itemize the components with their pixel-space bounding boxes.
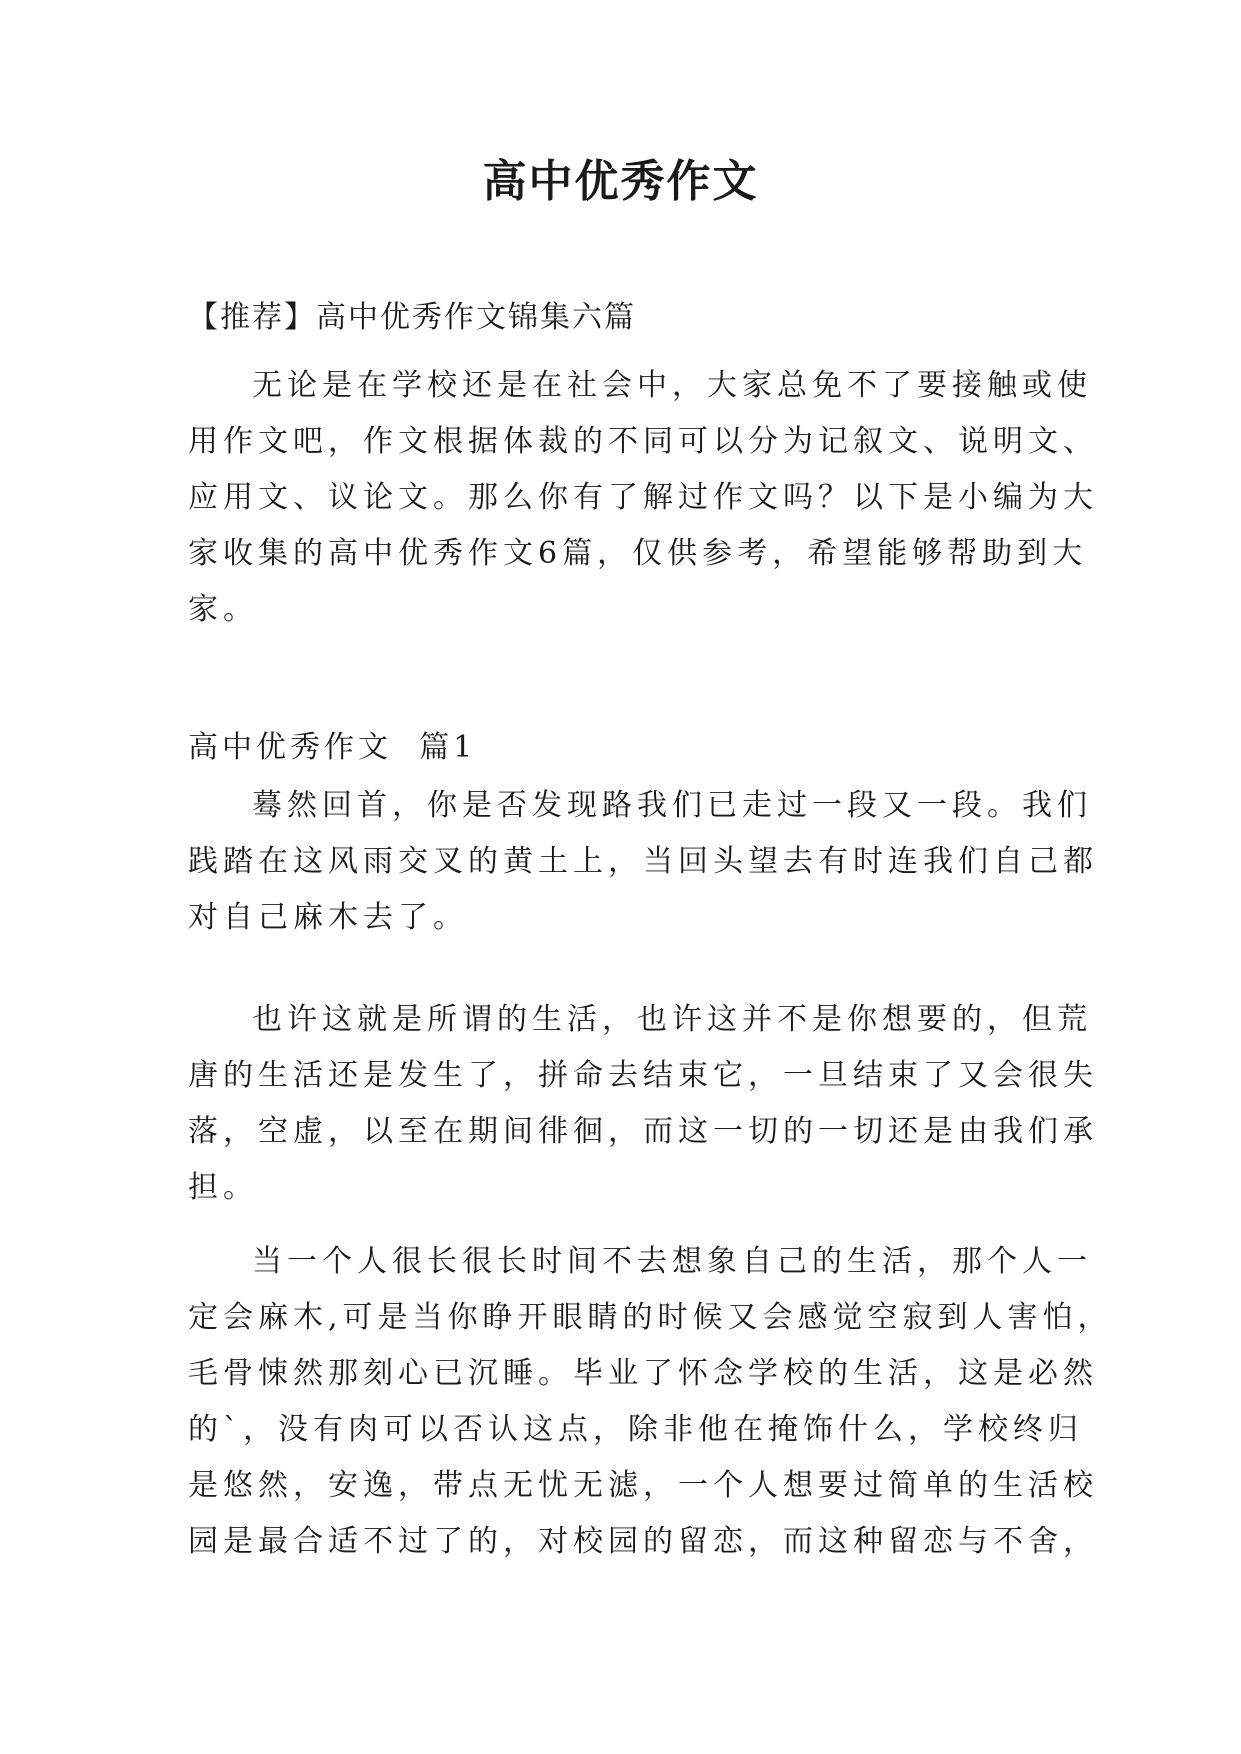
- paragraph-line: 园是最合适不过了的，对校园的留恋，而这种留恋与不舍，: [188, 1524, 1098, 1559]
- paragraph-2: [188, 992, 1098, 1216]
- paragraph-1: [188, 778, 1098, 946]
- document-title: 高中优秀作文: [482, 156, 759, 207]
- paragraph-line: 是悠然，安逸，带点无忧无滤，一个人想要过简单的生活校: [188, 1468, 1098, 1503]
- paragraph-line: 对自己麻木去了。: [188, 900, 468, 935]
- paragraph-line: 也许这就是所谓的生活，也许这并不是你想要的，但荒: [252, 1002, 1092, 1037]
- paragraph-line: 落，空虚，以至在期间徘徊，而这一切的一切还是由我们承: [188, 1114, 1098, 1149]
- paragraph-line: 践踏在这风雨交叉的黄土上，当回头望去有时连我们自己都: [188, 844, 1098, 879]
- intro-line: 家。: [188, 592, 258, 627]
- paragraph-line: 当一个人很长很长时间不去想象自己的生活，那个人一: [252, 1244, 1092, 1279]
- paragraph-line: 定会麻木,可是当你睁开眼睛的时候又会感觉空寂到人害怕，: [188, 1300, 1113, 1335]
- paragraph-line: 唐的生活还是发生了，拼命去结束它，一旦结束了又会很失: [188, 1058, 1098, 1093]
- paragraph-line: 的`，没有肉可以否认这点，除非他在掩饰什么，学校终归: [188, 1412, 1083, 1447]
- intro-line: 用作文吧，作文根据体裁的不同可以分为记叙文、说明文、: [188, 424, 1098, 459]
- document-subtitle: 【推荐】高中优秀作文锦集六篇: [188, 300, 636, 335]
- section-heading: 高中优秀作文 篇1: [188, 730, 477, 765]
- intro-line: 应用文、议论文。那么你有了解过作文吗？以下是小编为大: [188, 480, 1098, 515]
- intro-line: 无论是在学校还是在社会中，大家总免不了要接触或使: [252, 368, 1092, 403]
- paragraph-line: 毛骨悚然那刻心已沉睡。毕业了怀念学校的生活，这是必然: [188, 1356, 1098, 1391]
- paragraph-3: [188, 1234, 1113, 1570]
- paragraph-line: 蓦然回首，你是否发现路我们已走过一段又一段。我们: [252, 788, 1092, 823]
- intro-paragraph: [188, 358, 1098, 638]
- paragraph-line: 担。: [188, 1170, 258, 1205]
- intro-line: 家收集的高中优秀作文6篇，仅供参考，希望能够帮助到大: [188, 536, 1088, 571]
